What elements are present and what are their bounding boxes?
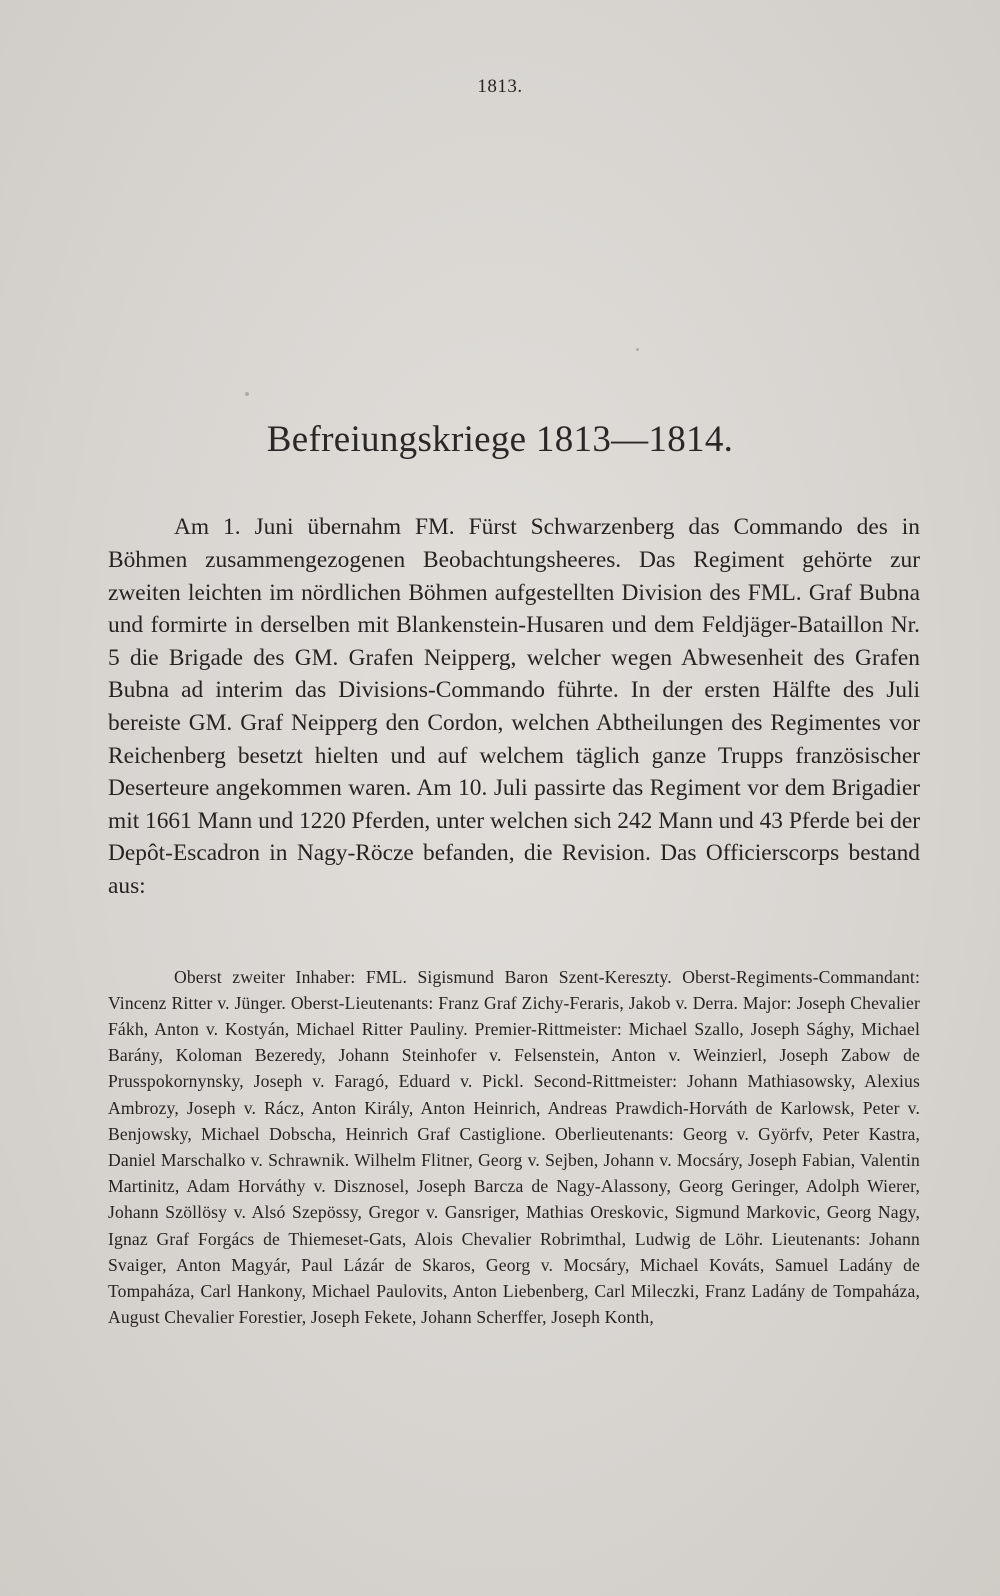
main-paragraph: Am 1. Juni übernahm FM. Fürst Schwarzenberg das Commando des in Böhmen zusammengezogenen Beobachtungsheeres. Das Regiment gehörte zur zweiten leichten im nördlichen Böhmen aufgestellten Division des FML. Graf Bubna und formirte in derselben mit Blankenstein-Husaren und dem Feldjäger-Bataillon Nr. 5 die Brigade des GM. Grafen Neipperg, welcher wegen Abwesenheit des Grafen Bubna ad interim das Divisions-Commando führte. In der ersten Hälfte des Juli bereiste GM. Graf Neipperg den Cordon, welchen Abtheilungen des Regimentes vor Reichenberg besetzt hielten und auf welchem täglich ganze Trupps französischer Deserteure angekommen waren. Am 10. Juli passirte das Regiment vor dem Brigadier mit 1661 Mann und 1220 Pferden, unter welchen sich 242 Mann und 43 Pferde bei der Depôt-Escadron in Nagy-Röcze befanden, die Revision. Das Officierscorps bestand aus: [108, 514, 921, 899]
officer-list-paragraph: Oberst zweiter Inhaber: FML. Sigismund Baron Szent-Kereszty. Oberst-Regiments-Commandant: Vincenz Ritter v. Jünger. Oberst-Lieutenants: Franz Graf Zichy-Feraris, Jakob v. Derra. Major: Joseph Chevalier Fákh, Anton v. Kostyán, Michael Ritter Pauliny. Premier-Rittmeister: Michael Szallo, Joseph Sághy, Michael Barány, Koloman Bezeredy, Johann Steinhofer v. Felsenstein, Anton v. Weinzierl, Joseph Zabow de Prusspokornynsky, Joseph v. Faragó, Eduard v. Pickl. Second-Rittmeister: Johann Mathiasowsky, Alexius Ambrozy, Joseph v. Rácz, Anton Király, Anton Heinrich, Andreas Prawdich-Horváth de Karlowsk, Peter v. Benjowsky, Michael Dobscha, Heinrich Graf Castiglione. Oberlieutenants: Georg v. Györfv, Peter Kastra, Daniel Marschalko v. Schrawnik. Wilhelm Flitner, Georg v. Sejben, Johann v. Mocsáry, Joseph Fabian, Valentin Martinitz, Adam Horváthy v. Disznosel, Joseph Barcza de Nagy-Alassony, Georg Geringer, Adolph Wierer, Johann Szöllösy v. Alsó Szepössy, Gregor v. Gansriger, Mathias Oreskovic, Sigmund Markovic, Georg Nagy, Ignaz Graf Forgács de Thiemeset-Gats, Alois Chevalier Robrimthal, Ludwig de Löhr. Lieutenants: Johann Svaiger, Anton Magyár, Paul Lázár de Skaros, Georg v. Mocsáry, Michael Kováts, Samuel Ladány de Tompaháza, Carl Hankony, Michael Paulovits, Anton Liebenberg, Carl Mileczki, Franz Ladány de Tompaháza, August Chevalier Forestier, Joseph Fekete, Johann Scherffer, Joseph Konth, [108, 966, 920, 1328]
paper-speck [245, 392, 249, 396]
paper-speck [636, 348, 639, 351]
chapter-title: Befreiungskriege 1813—1814. [266, 419, 734, 460]
running-head: 1813. [477, 76, 523, 97]
